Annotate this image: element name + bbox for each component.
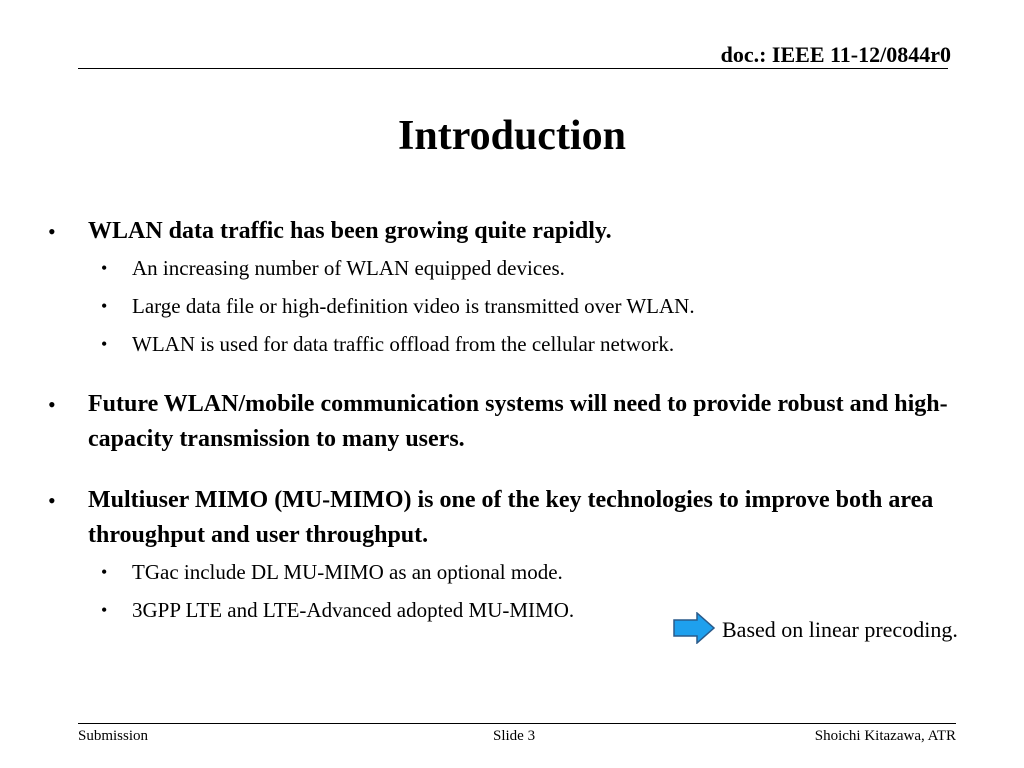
bullet-dot: • bbox=[101, 258, 108, 278]
sub-bullet-1-1-text: An increasing number of WLAN equipped devices. bbox=[132, 256, 565, 280]
bullet-dot: • bbox=[101, 562, 108, 582]
sub-bullet-1-3-text: WLAN is used for data traffic offload from the cellular network. bbox=[132, 332, 675, 356]
slide-title: Introduction bbox=[398, 113, 626, 159]
slide-content bbox=[0, 214, 1024, 624]
document-id: doc.: IEEE 11-12/0844r0 bbox=[720, 42, 951, 67]
bullet-3-text: Multiuser MIMO (MU-MIMO) is one of the key technologies to improve both area throughput and user throughput. bbox=[88, 487, 934, 548]
bullet-3 bbox=[48, 483, 988, 553]
bullet-dot: • bbox=[48, 392, 56, 417]
sub-bullet-3-1 bbox=[101, 559, 832, 586]
bullet-1-text: WLAN data traffic has been growing quite rapidly. bbox=[88, 218, 612, 244]
spacer bbox=[0, 358, 1024, 387]
sub-bullet-3-2-text: 3GPP LTE and LTE-Advanced adopted MU-MIMO. bbox=[132, 598, 575, 622]
sub-bullet-1-2-text: Large data file or high-definition video is transmitted over WLAN. bbox=[132, 294, 695, 318]
side-note: Based on linear precoding. bbox=[722, 617, 958, 642]
bullet-2 bbox=[48, 387, 988, 457]
bullet-2-text: Future WLAN/mobile communication systems will need to provide robust and high-capacity transmission to many users. bbox=[88, 391, 948, 452]
bullet-dot: • bbox=[101, 334, 108, 354]
bullet-1 bbox=[48, 214, 988, 249]
bullet-dot: • bbox=[48, 488, 56, 513]
bullet-dot: • bbox=[48, 219, 56, 244]
right-arrow-icon bbox=[673, 612, 715, 644]
sub-bullet-1-3 bbox=[101, 331, 832, 358]
footer-divider bbox=[78, 723, 956, 724]
header-divider bbox=[78, 68, 948, 69]
sub-bullet-1-2 bbox=[101, 293, 832, 320]
sub-bullet-3-1-text: TGac include DL MU-MIMO as an optional mode. bbox=[132, 560, 563, 584]
bullet-dot: • bbox=[101, 296, 108, 316]
footer-author: Shoichi Kitazawa, ATR bbox=[814, 728, 956, 744]
bullet-dot: • bbox=[101, 600, 108, 620]
footer-slide-number: Slide 3 bbox=[493, 728, 536, 744]
spacer bbox=[0, 457, 1024, 483]
footer-submission: Submission bbox=[78, 728, 149, 744]
sub-bullet-1-1 bbox=[101, 255, 832, 282]
